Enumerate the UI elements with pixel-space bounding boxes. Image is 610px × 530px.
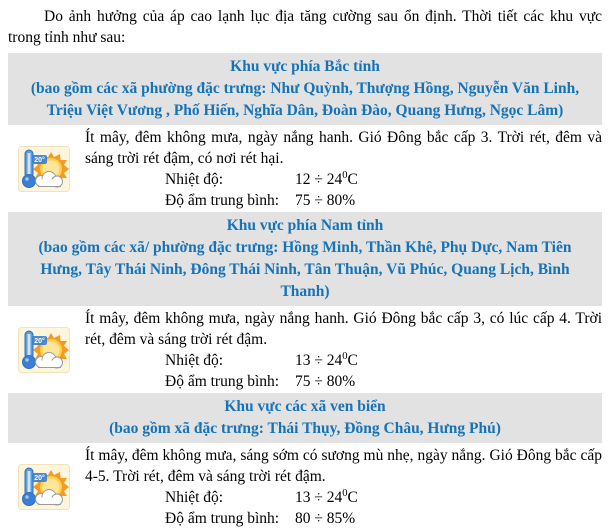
humidity-row bbox=[165, 371, 602, 392]
region-section-coastal bbox=[8, 393, 602, 530]
temperature-row bbox=[165, 169, 602, 190]
temperature-label: Nhiệt độ: bbox=[165, 352, 224, 369]
region-subtitle: (bao gồm xã đặc trưng: Thái Thụy, Đồng Châu, Hưng Phú) bbox=[109, 420, 501, 437]
region-subtitle: (bao gồm các xã phường đặc trưng: Như Quỳnh, Thượng Hồng, Nguyễn Văn Linh, Triệu Việt Vương , Phố Hiến, Nghĩa Dân, Đoàn Đào, Quang Hưng, Ngọc Lâm) bbox=[30, 80, 580, 119]
region-title: Khu vực phía Bắc tỉnh bbox=[230, 58, 380, 75]
region-title: Khu vực phía Nam tỉnh bbox=[226, 217, 384, 234]
region-title: Khu vực các xã ven biển bbox=[224, 398, 386, 415]
humidity-value: 75 ÷ 80% bbox=[295, 373, 356, 390]
region-header bbox=[8, 53, 602, 125]
humidity-row bbox=[165, 190, 602, 211]
forecast-description: Ít mây, đêm không mưa, sáng sớm có sương mù nhẹ, ngày nắng. Gió Đông bắc cấp 4-5. Trời rét, đêm và sáng trời rét đậm. bbox=[85, 447, 602, 485]
humidity-value: 80 ÷ 85% bbox=[295, 510, 356, 527]
region-subtitle: (bao gồm các xã/ phường đặc trưng: Hồng Minh, Thần Khê, Phụ Dực, Nam Tiên Hưng, Tây Thái Ninh, Đông Thái Ninh, Tân Thuận, Vũ Phúc, Quang Lịch, Bình Thanh) bbox=[38, 239, 572, 300]
humidity-label: Độ ẩm trung bình: bbox=[165, 510, 280, 527]
region-body bbox=[8, 125, 602, 212]
humidity-label: Độ ẩm trung bình: bbox=[165, 192, 280, 209]
temperature-value: $12 \div 24^0C$ bbox=[295, 169, 358, 188]
region-header bbox=[8, 212, 602, 306]
humidity-label: Độ ẩm trung bình: bbox=[165, 373, 280, 390]
temperature-row bbox=[165, 487, 602, 508]
intro-paragraph: Do ảnh hưởng của áp cao lạnh lục địa tăng cường sau ổn định. Thời tiết các khu vực trong tỉnh như sau: bbox=[8, 8, 602, 46]
region-section-north bbox=[8, 53, 602, 212]
humidity-value: 75 ÷ 80% bbox=[295, 192, 356, 209]
forecast-text-cell bbox=[85, 307, 602, 392]
weather-icon-cell bbox=[8, 327, 85, 373]
temperature-label: Nhiệt độ: bbox=[165, 171, 224, 188]
region-body bbox=[8, 306, 602, 393]
temperature-row bbox=[165, 350, 602, 371]
weather-icon-cell bbox=[8, 464, 85, 510]
thermometer-sun-cloud-icon bbox=[18, 327, 70, 373]
thermometer-sun-cloud-icon bbox=[18, 464, 70, 510]
forecast-text-cell bbox=[85, 126, 602, 211]
weather-icon-cell bbox=[8, 146, 85, 192]
forecast-text-cell bbox=[85, 444, 602, 529]
forecast-description: Ít mây, đêm không mưa, ngày nắng hanh. Gió Đông bắc cấp 3, có lúc cấp 4. Trời rét, đêm và sáng trời rét đậm. bbox=[85, 310, 602, 348]
thermometer-sun-cloud-icon bbox=[18, 146, 70, 192]
temperature-value: $13 \div 24^0C$ bbox=[295, 350, 358, 369]
region-header bbox=[8, 393, 602, 443]
region-section-south bbox=[8, 212, 602, 393]
forecast-description: Ít mây, đêm không mưa, ngày nắng hanh. Gió Đông bắc cấp 3. Trời rét, đêm và sáng trời rét đậm, có nơi rét hại. bbox=[85, 129, 602, 167]
temperature-label: Nhiệt độ: bbox=[165, 489, 224, 506]
temperature-value: $13 \div 24^0C$ bbox=[295, 487, 358, 506]
humidity-row bbox=[165, 508, 602, 529]
region-body bbox=[8, 443, 602, 530]
